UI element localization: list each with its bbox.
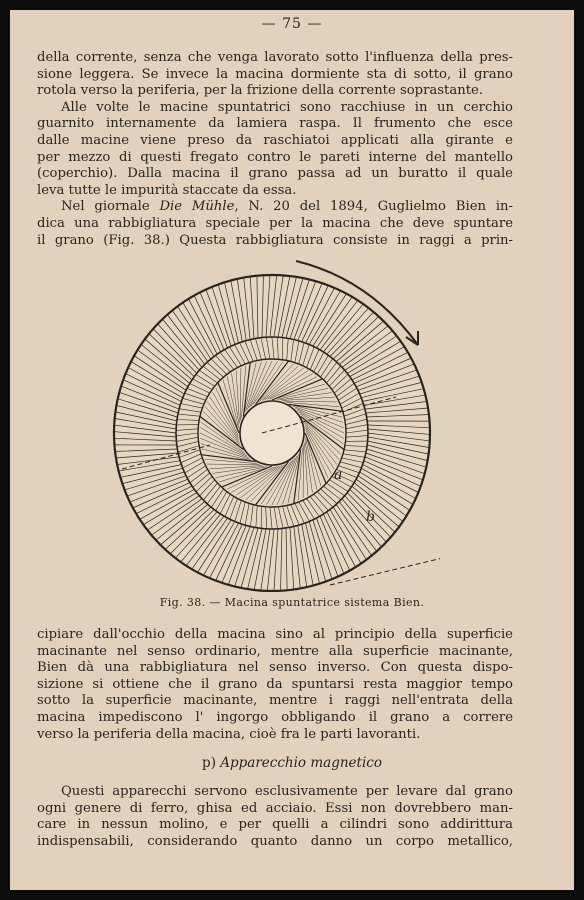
text-line: cipiare dall'occhio della macina sino al principio della superficie xyxy=(37,627,513,642)
text-line: dalle macine viene preso da raschiatoi applicati alla girante e xyxy=(37,132,513,148)
label-b: b xyxy=(366,509,375,525)
section-letter: p) xyxy=(202,755,216,771)
millstone-figure xyxy=(100,257,440,592)
text-line: care in nessun molino, e per quelli a cilindri sono addirittura xyxy=(37,817,513,833)
text-block-middle xyxy=(37,627,513,743)
section-title: Apparecchio magnetico xyxy=(220,755,382,771)
text-line: verso la periferia della macina, cioè fra le parti lavoranti. xyxy=(37,726,421,742)
millstone-eye xyxy=(240,401,304,465)
text-line: macina impediscono l' ingorgo obbligando il grano a correre xyxy=(37,709,513,725)
text-line: sione leggera. Se invece la macina dormiente sta di sotto, il grano xyxy=(37,66,513,82)
text-line: dica una rabbigliatura speciale per la macina che deve spuntare xyxy=(37,215,513,231)
millstone-dressing xyxy=(114,275,430,591)
text-line: Alle volte le macine spuntatrici sono racchiuse in un cerchio xyxy=(61,99,513,115)
text-fragment: Nel giornale xyxy=(61,199,160,215)
text-block-top xyxy=(37,50,513,249)
text-line: della corrente, senza che venga lavorato sotto l'influenza della pres- xyxy=(37,50,513,65)
book-page xyxy=(10,10,574,890)
text-line: (coperchio). Dalla macina il grano passa ad un buratto il quale xyxy=(37,166,513,182)
page-number: — 75 — xyxy=(261,16,323,32)
figure-caption: Fig. 38. — Macina spuntatrice sistema Bien. xyxy=(159,596,425,609)
text-line: guarnito internamente da lamiera raspa. Il frumento che esce xyxy=(37,116,513,132)
text-line: ogni genere di ferro, ghisa ed acciaio. Essi non dovrebbero man- xyxy=(37,800,513,816)
text-line: rotola verso la periferia, per la frizione della corrente soprastante. xyxy=(37,83,484,99)
text-line: indispensabili, considerando quanto danno un corpo metallico, xyxy=(37,833,513,849)
text-line: sotto la superficie macinante, mentre i raggi nell'entrata della xyxy=(37,693,513,709)
text-line xyxy=(37,199,513,216)
text-line: sizione si ottiene che il grano da spuntarsi resta maggior tempo xyxy=(37,676,513,692)
text-line: per mezzo di questi fregato contro le pareti interne del mantello xyxy=(37,149,513,165)
text-line: leva tutte le impurità staccate da essa. xyxy=(37,182,297,198)
text-line: Questi apparecchi servono esclusivamente per levare dal grano xyxy=(61,784,513,799)
text-fragment: , N. 20 del 1894, Guglielmo Bien in- xyxy=(234,199,513,215)
section-heading xyxy=(10,755,574,771)
text-line: il grano (Fig. 38.) Questa rabbigliatura consiste in raggi a prin- xyxy=(37,232,513,248)
text-block-bottom xyxy=(37,784,513,850)
label-a: a xyxy=(334,467,343,483)
text-line: Bien dà una rabbigliatura nel senso inverso. Con questa dispo- xyxy=(37,660,513,676)
journal-title: Die Mühle xyxy=(159,199,235,215)
text-line: macinante nel senso ordinario, mentre alla superficie macinante, xyxy=(37,643,513,659)
